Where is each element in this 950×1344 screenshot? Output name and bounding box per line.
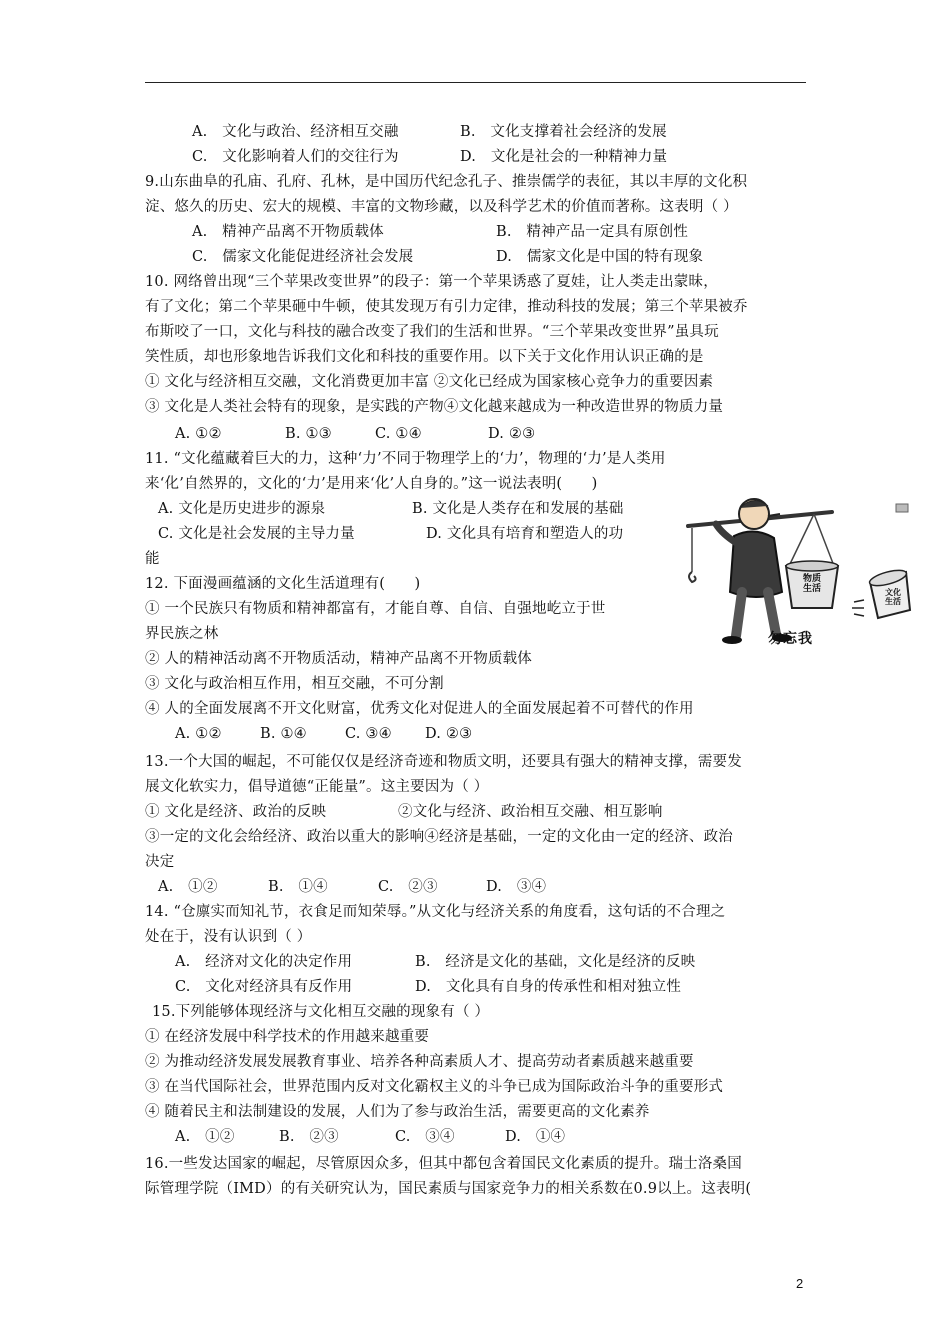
q11-stem-line-1: 11. “文化蕴藏着巨大的力，这种‘力’不同于物理学上的‘力’，物理的‘力’是人类用 [145,451,666,467]
q10-option-d: D. ②③ [488,426,536,442]
q15-options [175,1127,566,1147]
q11-option-row-1 [158,499,624,519]
q8-option-row-2 [192,147,668,167]
q10-options [175,424,536,444]
q15-stem: 15.下列能够体现经济与文化相互交融的现象有（ ） [152,1004,490,1020]
dropped-bucket-drawing [848,490,928,630]
header-rule [145,82,806,83]
q8-option-c: C. 文化影响着人们的交往行为 [192,149,399,165]
q13-statement-2: ②文化与经济、政治相互交融、相互影响 [398,804,663,820]
q12-statement-2: ② 人的精神活动离不开物质活动，精神产品离不开物质载体 [145,651,533,667]
dropped-bucket-illustration [848,490,928,630]
q10-option-a: A. ①② [175,426,222,442]
q15-statement-1: ① 在经济发展中科学技术的作用越来越重要 [145,1029,430,1045]
q8-option-row-1 [192,122,667,142]
q15-statement-4: ④ 随着民主和法制建设的发展，人们为了参与政治生活，需要更高的文化素养 [145,1104,650,1120]
q13-statement-row-1 [145,802,663,822]
q11-option-d: D. 文化具有培育和塑造人的功 [426,526,624,542]
q16-stem-line-2: 际管理学院（IMD）的有关研究认为，国民素质与国家竞争力的相关系数在0.9以上。这表明( [145,1181,752,1197]
q10-stem-line-3: 布斯咬了一口，文化与科技的融合改变了我们的生活和世界。“三个苹果改变世界”虽具玩 [145,324,719,340]
q10-stem-line-1: 10. 网络曾出现“三个苹果改变世界”的段子：第一个苹果诱惑了夏娃，让人类走出蒙昧， [145,274,718,290]
q14-option-d: D. 文化具有自身的传承性和相对独立性 [415,979,682,995]
q13-options [158,877,547,897]
cartoon-illustration [682,492,858,652]
q9-option-a: A. 精神产品离不开物质载体 [192,224,384,240]
q11-option-c: C. 文化是社会发展的主导力量 [158,526,355,542]
q10-statement-1: ① 文化与经济相互交融，文化消费更加丰富 ②文化已经成为国家核心竞争力的重要因素 [145,374,714,390]
q12-option-a: A. ①② [175,726,222,742]
q9-option-b: B. 精神产品一定具有原创性 [496,224,689,240]
q16-stem-line-1: 16.一些发达国家的崛起，尽管原因众多，但其中都包含着国民文化素质的提升。瑞士洛桑国 [145,1156,742,1172]
q13-option-d: D. ③④ [486,879,547,895]
q13-stem-line-1: 13.一个大国的崛起，不可能仅仅是经济奇迹和物质文明，还要具有强大的精神支撑，需要发 [145,754,742,770]
q12-statement-3: ③ 文化与政治相互作用，相互交融，不可分割 [145,676,444,692]
q15-option-c: C. ③④ [395,1129,455,1145]
q14-option-row-2 [175,977,682,997]
q15-option-b: B. ②③ [279,1129,339,1145]
q12-option-b: B. ①④ [260,726,307,742]
q14-option-c: C. 文化对经济具有反作用 [175,979,353,995]
q10-stem-line-2: 有了文化；第二个苹果砸中牛顿，使其发现万有引力定律，推动科技的发展；第三个苹果被乔 [145,299,748,315]
q14-option-row-1 [175,952,696,972]
q9-option-row-2 [192,247,704,267]
q9-option-d: D. 儒家文化是中国的特有现象 [496,249,704,265]
q14-option-b: B. 经济是文化的基础，文化是经济的反映 [415,954,696,970]
q15-statement-3: ③ 在当代国际社会，世界范围内反对文化霸权主义的斗争已成为国际政治斗争的重要形式 [145,1079,724,1095]
q12-statement-4: ④ 人的全面发展离不开文化财富，优秀文化对促进人的全面发展起着不可替代的作用 [145,701,694,717]
q14-stem-line-2: 处在于，没有认识到（ ） [145,929,312,945]
q14-option-a: A. 经济对文化的决定作用 [175,954,353,970]
cartoon-caption: 勿忘我 [768,631,813,647]
q13-option-a: A. ①② [158,879,218,895]
q9-option-row-1 [192,222,689,242]
q12-statement-1: ① 一个民族只有物质和精神都富有，才能自尊、自信、自强地屹立于世 [145,601,606,617]
q8-option-a: A. 文化与政治、经济相互交融 [192,124,399,140]
q13-option-c: C. ②③ [378,879,438,895]
q13-statement-1: ① 文化是经济、政治的反映 [145,804,327,820]
q13-stem-line-2: 展文化软实力，倡导道德“正能量”。这主要因为（ ） [145,779,489,795]
q10-stem-line-4: 笑性质，却也形象地告诉我们文化和科技的重要作用。以下关于文化作用认识正确的是 [145,349,704,365]
q12-option-d: D. ②③ [425,726,473,742]
q13-option-b: B. ①④ [268,879,328,895]
q12-statement-1-wrap: 界民族之林 [145,626,219,642]
q11-option-d-wrap: 能 [145,551,160,567]
q15-statement-2: ② 为推动经济发展发展教育事业、培养各种高素质人才、提高劳动者素质越来越重要 [145,1054,694,1070]
q15-option-a: A. ①② [175,1129,235,1145]
q14-stem-line-1: 14. “仓廪实而知礼节，衣食足而知荣辱。”从文化与经济关系的角度看，这句话的不合理之 [145,904,726,920]
q11-option-b: B. 文化是人类存在和发展的基础 [412,501,624,517]
q8-option-d: D. 文化是社会的一种精神力量 [460,149,668,165]
q12-options [175,724,473,744]
q8-option-b: B. 文化支撑着社会经济的发展 [460,124,667,140]
q9-stem-line-2: 淀、悠久的历史、宏大的规模、丰富的文物珍藏，以及科学艺术的价值而著称。这表明（ ） [145,199,738,215]
q11-option-row-2 [158,524,624,544]
q10-option-c: C. ①④ [375,426,422,442]
q11-stem-line-2: 来‘化’自然界的，文化的‘力’是用来‘化’人自身的。”这一说法表明( ) [145,476,598,492]
q12-option-c: C. ③④ [345,726,392,742]
q11-option-a: A. 文化是历史进步的源泉 [158,501,326,517]
q12-stem: 12. 下面漫画蕴涵的文化生活道理有( ) [145,576,421,592]
dropped-bucket-label: 文化 生活 [885,588,901,606]
q9-stem-line-1: 9.山东曲阜的孔庙、孔府、孔林，是中国历代纪念孔子、推崇儒学的表征，其以丰厚的文化积 [145,174,748,190]
q9-option-c: C. 儒家文化能促进经济社会发展 [192,249,414,265]
q10-option-b: B. ①③ [285,426,332,442]
page-number: 2 [796,1276,804,1291]
q13-statement-3: ③一定的文化会给经济、政治以重大的影响④经济是基础，一定的文化由一定的经济、政治 [145,829,733,845]
q10-statement-2: ③ 文化是人类社会特有的现象，是实践的产物④文化越来越成为一种改造世界的物质力量 [145,399,724,415]
q15-option-d: D. ①④ [505,1129,566,1145]
bucket-label: 物质 生活 [802,574,821,594]
q13-statement-3-wrap: 决定 [145,854,175,870]
